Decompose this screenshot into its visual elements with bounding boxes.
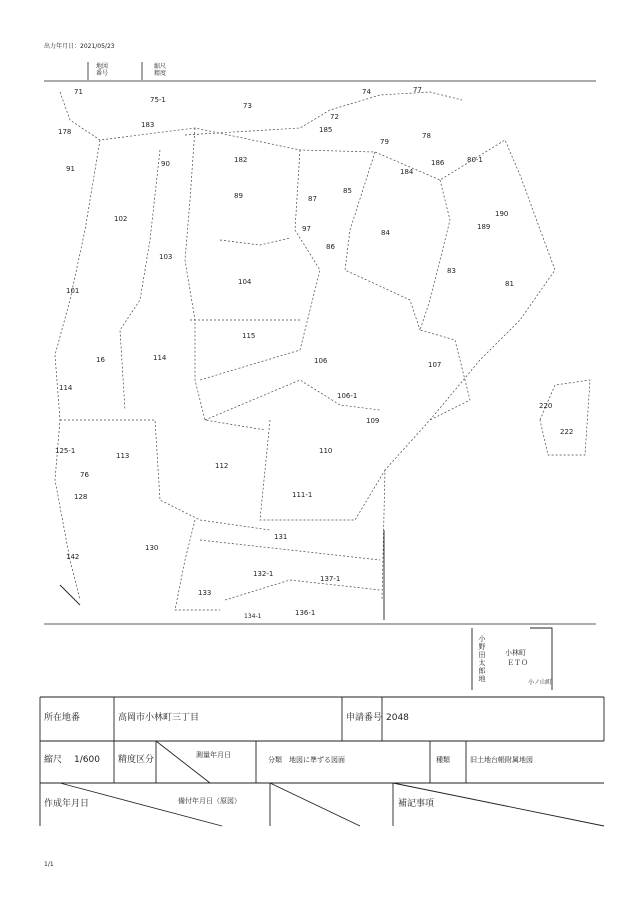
parcel-110: 110 <box>319 447 333 455</box>
parcel-97: 97 <box>302 225 311 233</box>
print-date: 出力年月日：2021/05/23 <box>44 43 115 50</box>
applicant-label: 申請番号 <box>346 713 383 723</box>
parcel-131: 131 <box>274 533 288 541</box>
legend-scale-label: 縮尺 <box>154 63 167 70</box>
type-value: 旧土地台帳附属地図 <box>470 756 533 764</box>
parcel-75-1: 75-1 <box>150 96 166 104</box>
parcel-86: 86 <box>326 243 335 251</box>
legend-number-label: 番号 <box>96 70 109 77</box>
parcel-78: 78 <box>422 132 431 140</box>
parcel-130: 130 <box>145 544 159 552</box>
parcel-111-1: 111-1 <box>292 491 313 499</box>
parcel-106-1: 106-1 <box>337 392 358 400</box>
precision-label: 精度区分 <box>118 755 155 765</box>
location-value: 高岡市小林町三丁目 <box>118 713 200 723</box>
parcel-115: 115 <box>242 332 256 340</box>
legend-map-label: 地図 <box>96 63 109 70</box>
parcel-222: 222 <box>560 428 574 436</box>
parcel-136-1: 136-1 <box>295 609 316 617</box>
parcel-16: 16 <box>96 356 105 364</box>
parcel-103: 103 <box>159 253 173 261</box>
parcel-80-1: 80-1 <box>467 156 483 164</box>
inset-left-vertical: 小野田太郎地 <box>478 635 486 683</box>
parcel-142: 142 <box>66 553 80 561</box>
parcel-104: 104 <box>238 278 252 286</box>
location-label: 所在地番 <box>44 713 81 723</box>
type-label: 種類 <box>436 756 450 764</box>
remarks-label: 備付年月日（原図） <box>178 797 241 805</box>
parcel-112: 112 <box>215 462 229 470</box>
parcel-183: 183 <box>141 121 155 129</box>
parcel-85: 85 <box>343 187 352 195</box>
notes-label: 補記事項 <box>398 799 435 809</box>
parcel-114-left: 114 <box>59 384 73 392</box>
parcel-84: 84 <box>381 229 390 237</box>
parcel-71: 71 <box>74 88 83 96</box>
applicant-value: 2048 <box>386 713 409 723</box>
parcel-134-1: 134-1 <box>244 613 262 620</box>
parcel-73: 73 <box>243 102 252 110</box>
parcel-72: 72 <box>330 113 339 121</box>
parcel-186: 186 <box>431 159 445 167</box>
parcel-74: 74 <box>362 88 371 96</box>
parcel-220: 220 <box>539 402 553 410</box>
parcel-178: 178 <box>58 128 72 136</box>
inset-town-sub: ＥＴＯ <box>507 659 528 667</box>
scale-value: 1/600 <box>74 755 100 765</box>
page-number: 1/1 <box>44 861 54 868</box>
parcel-101: 101 <box>66 287 80 295</box>
parcel-109: 109 <box>366 417 380 425</box>
parcel-107: 107 <box>428 361 442 369</box>
inset-corner-label: 小ノ山町 <box>528 679 553 686</box>
parcel-90: 90 <box>161 160 170 168</box>
legend-precision-label: 精度 <box>154 70 167 77</box>
author-label: 作成年月日 <box>44 799 90 809</box>
parcel-87: 87 <box>308 195 317 203</box>
parcel-114: 114 <box>153 354 167 362</box>
parcel-113: 113 <box>116 452 130 460</box>
parcel-128: 128 <box>74 493 88 501</box>
scale-label: 縮尺 <box>44 755 63 765</box>
parcel-106: 106 <box>314 357 328 365</box>
parcel-79: 79 <box>380 138 389 146</box>
parcel-83: 83 <box>447 267 456 275</box>
parcel-91: 91 <box>66 165 75 173</box>
parcel-190: 190 <box>495 210 509 218</box>
parcel-133: 133 <box>198 589 212 597</box>
parcel-125-1: 125-1 <box>55 447 76 455</box>
parcel-81: 81 <box>505 280 514 288</box>
parcel-77: 77 <box>413 86 422 94</box>
parcel-182: 182 <box>234 156 248 164</box>
parcel-89: 89 <box>234 192 243 200</box>
parcel-76: 76 <box>80 471 89 479</box>
parcel-189: 189 <box>477 223 491 231</box>
parcel-137-1: 137-1 <box>320 575 341 583</box>
kind-value: 分類 地図に準ずる図面 <box>268 756 345 764</box>
inset-town-name: 小林町 <box>505 649 526 657</box>
parcel-184: 184 <box>400 168 414 176</box>
parcel-132-1: 132-1 <box>253 570 274 578</box>
parcel-102: 102 <box>114 215 128 223</box>
survey-label: 測量年月日 <box>196 751 231 759</box>
parcel-185: 185 <box>319 126 333 134</box>
